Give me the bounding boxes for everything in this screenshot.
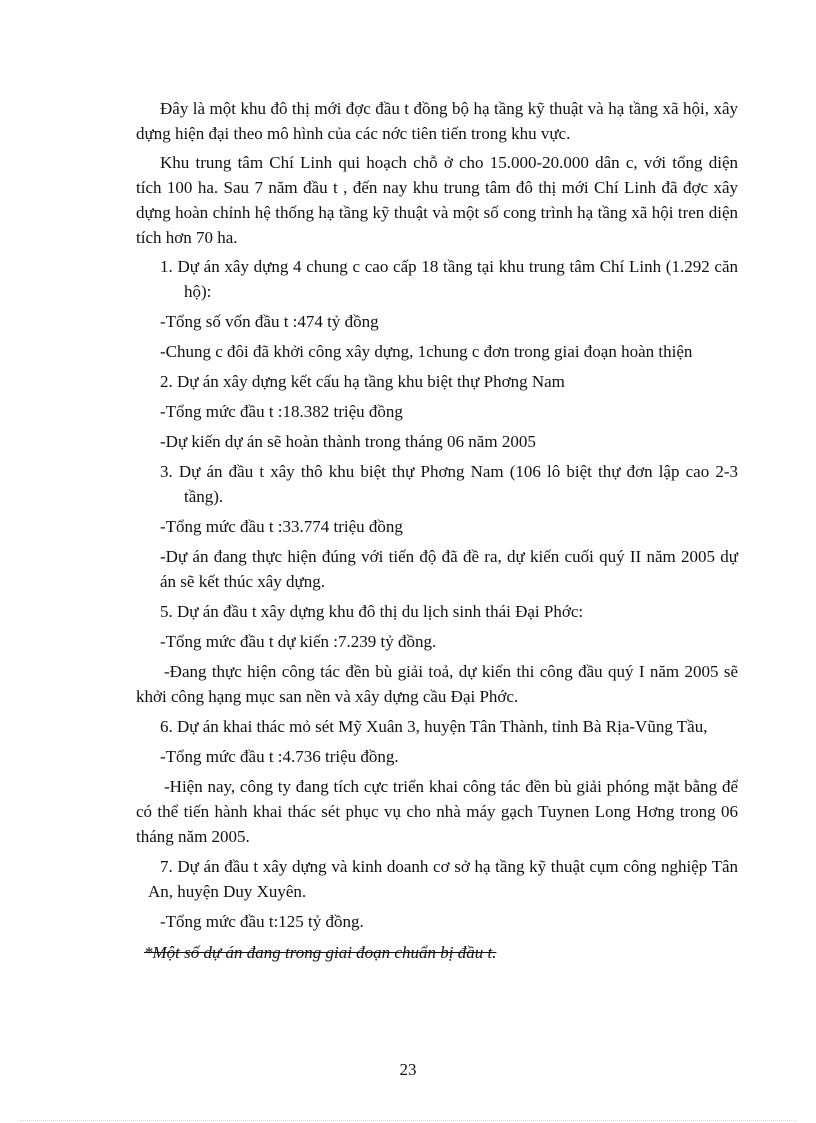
- project-7-heading: 7. Dự án đầu t xây dựng và kinh doanh cơ sở hạ tầng kỹ thuật cụm công nghiệp Tân An, huyện Duy Xuyên.: [148, 857, 738, 901]
- chi-linh-paragraph: Khu trung tâm Chí Linh qui hoạch chỗ ở cho 15.000-20.000 dân c, với tổng diện tích 100 ha. Sau 7 năm đầu t , đến nay khu trung tâm đô thị mới Chí Linh đã đợc xây dựng hoàn chỉnh hệ thống hạ tầng kỹ thuật và một số cong trình hạ tầng xã hội tren diện tích hơn 70 ha.: [136, 153, 738, 247]
- project-2-status: -Dự kiến dự án sẽ hoàn thành trong tháng 06 năm 2005: [160, 432, 536, 451]
- project-7-capital: -Tổng mức đầu t:125 tỷ đồng.: [160, 912, 364, 931]
- project-5-capital: -Tổng mức đầu t dự kiến :7.239 tỷ đồng.: [160, 632, 437, 651]
- page-bottom-divider: [20, 1120, 796, 1121]
- project-1-status: -Chung c đôi đã khởi công xây dựng, 1chung c đơn trong giai đoạn hoàn thiện: [160, 342, 693, 361]
- document-body: [136, 96, 738, 965]
- intro-paragraph: Đây là một khu đô thị mới đợc đầu t đồng bộ hạ tầng kỹ thuật và hạ tầng xã hội, xây dựng hiện đại theo mô hình của các nớc tiên tiến trong khu vực.: [136, 99, 738, 143]
- project-1-capital: -Tổng số vốn đầu t :474 tỷ đồng: [160, 312, 379, 331]
- project-3-status: -Dự án đang thực hiện đúng với tiến độ đã đề ra, dự kiến cuối quý II năm 2005 dự án sẽ kết thúc xây dựng.: [160, 547, 738, 591]
- project-3-heading: 3. Dự án đầu t xây thô khu biệt thự Phơng Nam (106 lô biệt thự đơn lập cao 2-3 tầng).: [160, 462, 738, 506]
- project-3-capital: -Tổng mức đầu t :33.774 triệu đồng: [160, 517, 403, 536]
- page-number: 23: [399, 1060, 417, 1079]
- project-2-heading: 2. Dự án xây dựng kết cấu hạ tầng khu biệt thự Phơng Nam: [160, 372, 565, 391]
- upcoming-projects-note: *Một số dự án đang trong giai đoạn chuẩn bị đầu t.: [144, 943, 497, 962]
- project-2-capital: -Tổng mức đầu t :18.382 triệu đồng: [160, 402, 403, 421]
- project-6-heading: 6. Dự án khai thác mỏ sét Mỹ Xuân 3, huyện Tân Thành, tỉnh Bà Rịa-Vũng Tầu,: [160, 717, 708, 736]
- project-6-status: -Hiện nay, công ty đang tích cực triển khai công tác đền bù giải phóng mặt bằng để có thể tiến hành khai thác sét phục vụ cho nhà máy gạch Tuynen Long Hơng trong 06 tháng năm 2005.: [136, 777, 738, 846]
- project-5-heading: 5. Dự án đầu t xây dựng khu đô thị du lịch sinh thái Đại Phớc:: [160, 602, 584, 621]
- project-5-status: -Đang thực hiện công tác đền bù giải toả, dự kiến thi công đầu quý I năm 2005 sẽ khởi công hạng mục san nền và xây dựng cầu Đại Phớc.: [136, 662, 738, 706]
- project-1-heading: 1. Dự án xây dựng 4 chung c cao cấp 18 tầng tại khu trung tâm Chí Linh (1.292 căn hộ):: [160, 257, 738, 301]
- project-6-capital: -Tổng mức đầu t :4.736 triệu đồng.: [160, 747, 399, 766]
